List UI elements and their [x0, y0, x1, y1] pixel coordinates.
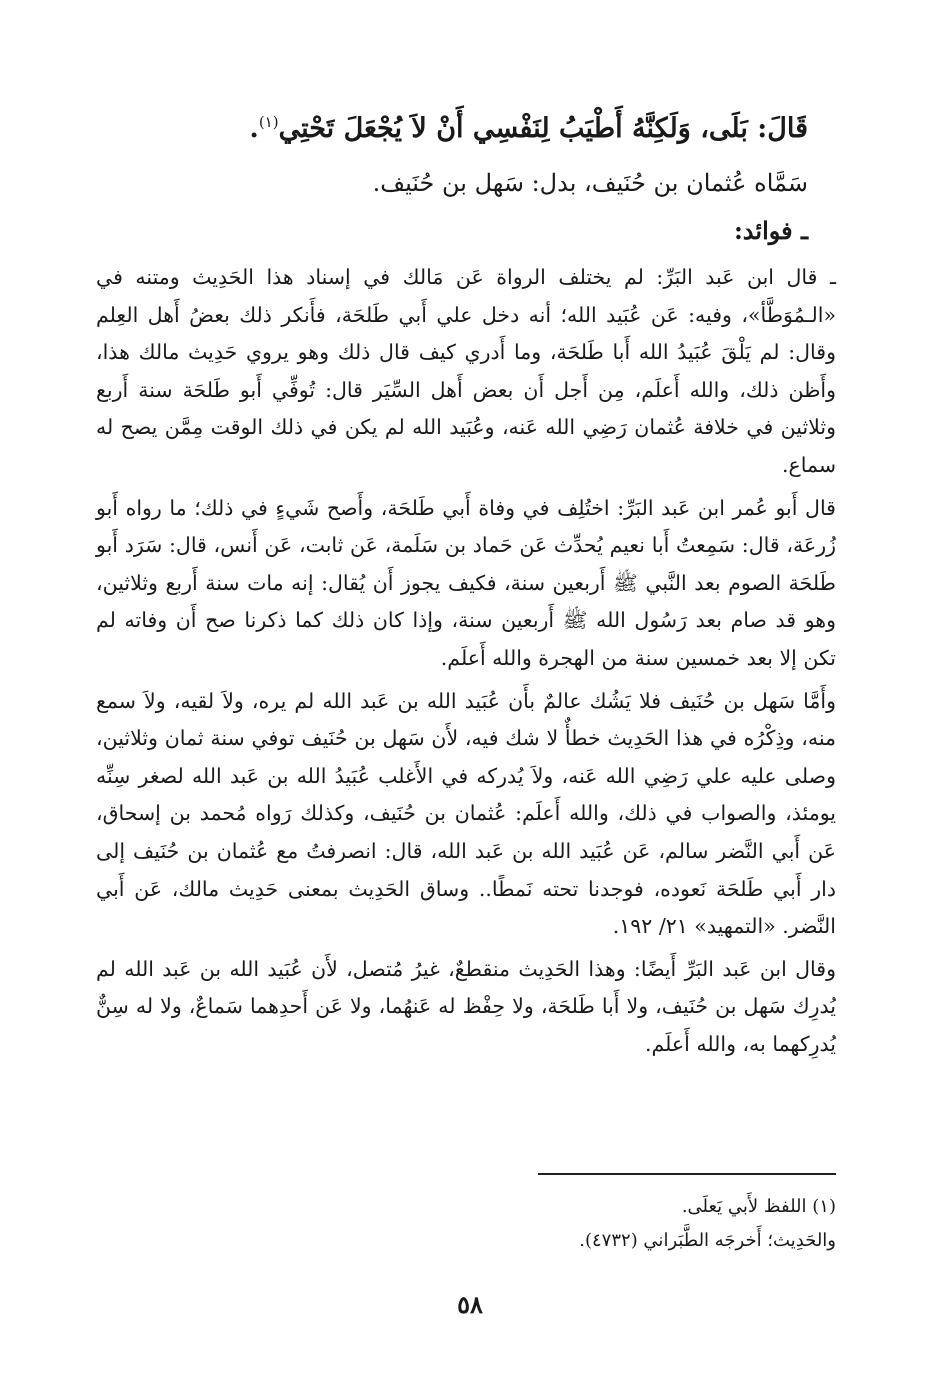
paragraph: قال أَبو عُمر ابن عَبد البَرِّ: اختُلِف في وفاة أَبي طَلحَة، وأَصح شَيءٍ في ذلك؛ ما رواه أَبو زُرعَة، قال: سَمِعتُ أَبا نعيم يُحدِّث عَن حَماد بن سَلَمة، عَن ثابت، عَن أَنس، قال: سَرَد أَبو طَلحَة الصوم بعد النَّبي ﷺ أَربعين سنة، فكيف يجوز أَن يُقال: إنه مات سنة أَربع وثلاثين، وهو قد صام بعد رَسُول الله ﷺ أَربعين سنة، وإذا كان ذلك كما ذكرنا صح أَن وفاته لم تكن إلا بعد خمسين سنة من الهجرة والله أَعلَم.: [96, 495, 836, 670]
footnote-separator: [538, 1173, 836, 1175]
footnotes: [380, 1190, 836, 1258]
section-heading: ـ فوائد:: [733, 216, 808, 245]
page-number: ٥٨: [457, 1290, 483, 1319]
paragraph: وأَمَّا سَهل بن حُنَيف فلا يَشُك عالمٌ بأَن عُبَيد الله بن عَبد الله لم يره، ولاَ لقيه، ولاَ سمع منه، وذِكْرُه في هذا الحَدِيث خطأٌ لا شك فيه، لأَن سَهل بن حُنَيف توفي سنة ثمان وثلاثين، وصلى عليه علي رَضِي الله عَنه، ولاَ يُدركه في الأَغلب عُبَيدُ الله بن عَبد الله لصغر سِنِّه يومئذ، والصواب في ذلك، والله أَعلَم: عُثمان بن حُنَيف، وكذلك رَواه مُحمد بن إسحاق، عَن أَبي النَّضر سالم، عَن عُبَيد الله بن عَبد الله، قال: انصرفتُ مع عُثمان بن حُنَيف إلى دار أَبي طَلحَة نَعوده، فوجدنا تحته نَمطًا.. وساق الحَدِيث بمعنى حَدِيث مالك، عَن أَبي النَّضر. «التمهيد» ٢١/ ١٩٢.: [96, 688, 836, 939]
page-body: [96, 98, 836, 1068]
hadith-quote-text: قَالَ: بَلَى، وَلَكِنَّهُ أَطْيَبُ لِنَفْسِي أَنْ لاَ يُجْعَلَ تَحْتِي: [278, 113, 808, 144]
footnote-item: والحَدِيث؛ أَخرجَه الطَّبَراني (٤٧٣٢).: [579, 1230, 836, 1251]
paragraph: ـ قال ابن عَبد البَرِّ: لم يختلف الرواة عَن مَالك في إسناد هذا الحَدِيث ومتنه في «الـمُوَطَّأ»، وفيه: عَن عُبَيد الله؛ أنه دخل علي أَبي طَلحَة، فأَنكر ذلك بعضُ أَهل العِلم وقال: لم يَلْقَ عُبَيدُ الله أَبا طَلحَة، وما أَدري كيف قال ذلك وهو يروي حَدِيث مالك هذا، وأَظن ذلك، والله أَعلَم، مِن أَجل أَن بعض أَهل السِّيَر قال: تُوفِّي أَبو طَلحَة سنة أَربع وثلاثين في خلافة عُثمان رَضِي الله عَنه، وعُبَيد الله لم يكن في ذلك الوقت مِمَّن يصح له سماع.: [96, 265, 836, 477]
footnote-item: (١) اللفظ لأَبي يَعلَى.: [681, 1196, 836, 1217]
hadith-quote: [96, 98, 836, 153]
footnote-marker: (١): [258, 113, 279, 131]
hadith-quote-end: .: [249, 113, 259, 144]
paragraph: وقال ابن عَبد البَرِّ أَيضًا: وهذا الحَدِيث منقطعٌ، غيرُ مُتصل، لأَن عُبَيد الله بن عَبد الله لم يُدرِك سَهل بن حُنَيف، ولا أَبا طَلحَة، ولا حِفْظ له عَنهُما، ولا عَن أَحدِهما سَماعٌ، ولا له سِنٌّ يُدرِكهما به، والله أَعلَم.: [96, 956, 836, 1056]
narrator-note: سَمَّاه عُثمان بن حُنَيف، بدل: سَهل بن حُنَيف.: [372, 169, 808, 197]
